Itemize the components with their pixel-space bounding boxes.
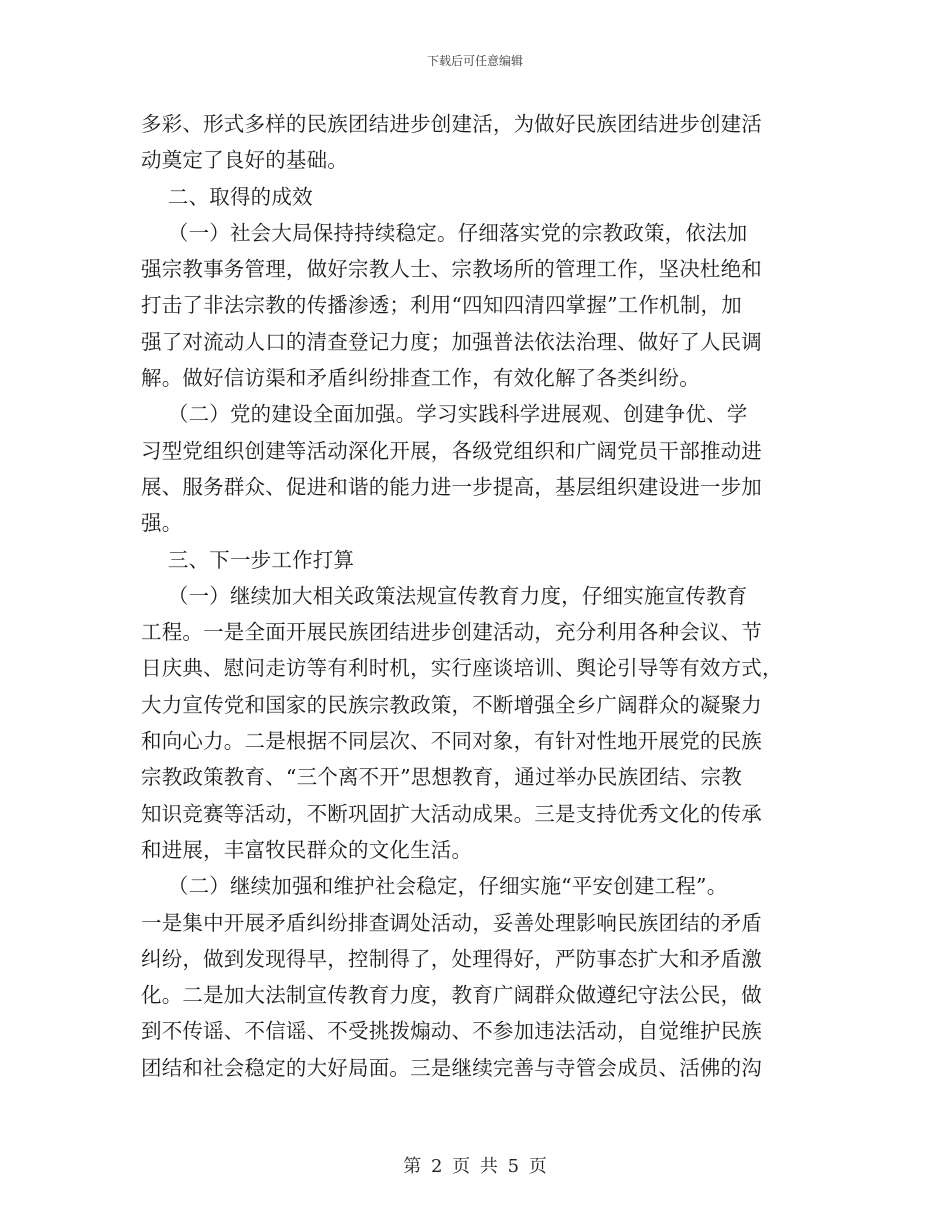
text-line: 知识竞赛等活动，不断巩固扩大活动成果。三是支持优秀文化的传承 [141, 801, 762, 826]
text-line: 打击了非法宗教的传播渗透；利用“四知四清四掌握”工作机制，加 [141, 293, 742, 318]
text-line: 到不传谣、不信谣、不受挑拨煽动、不参加违法活动，自觉维护民族 [141, 1019, 762, 1044]
text-line: 日庆典、慰问走访等有利时机，实行座谈培训、舆论引导等有效方式， [141, 656, 783, 681]
text-line: （二）继续加强和维护社会稳定，仔细实施“平安创建工程”。 [141, 874, 728, 899]
text-line: 解。做好信访渠和矛盾纠纷排查工作，有效化解了各类纠纷。 [141, 366, 700, 391]
text-line: 化。二是加大法制宣传教育力度，教育广阔群众做遵纪守法公民，做 [141, 983, 762, 1008]
text-line: 和向心力。二是根据不同层次、不同对象，有针对性地开展党的民族 [141, 729, 762, 754]
text-line: 习型党组织创建等活动深化开展，各级党组织和广阔党员干部推动进 [141, 438, 762, 463]
text-line: 多彩、形式多样的民族团结进步创建活，为做好民族团结进步创建活 [141, 112, 762, 136]
text-line: 二、取得的成效 [141, 184, 313, 209]
text-line: 工程。一是全面开展民族团结进步创建活动，充分利用各种会议、节 [141, 620, 762, 645]
text-line: 三、下一步工作打算 [141, 547, 355, 572]
page-header: 下载后可任意编辑 [426, 54, 523, 68]
text-line: 宗教政策教育、“三个离不开”思想教育，通过举办民族团结、宗教 [141, 765, 742, 790]
text-line: 展、服务群众、促进和谐的能力进一步提高，基层组织建设进一步加 [141, 474, 762, 499]
text-line: （二）党的建设全面加强。学习实践科学进展观、创建争优、学 [141, 402, 748, 427]
text-line: （一）继续加大相关政策法规宣传教育力度，仔细实施宣传教育 [141, 583, 748, 608]
text-line: 强。 [141, 511, 183, 536]
page-footer: 第 2 页 共 5 页 [403, 1156, 547, 1177]
text-line: 强了对流动人口的清查登记力度；加强普法依法治理、做好了人民调 [141, 329, 762, 354]
text-line: 大力宣传党和国家的民族宗教政策，不断增强全乡广阔群众的凝聚力 [141, 692, 762, 717]
text-line: 团结和社会稳定的大好局面。三是继续完善与寺管会成员、活佛的沟 [141, 1055, 762, 1080]
text-line: 纠纷，做到发现得早，控制得了，处理得好，严防事态扩大和矛盾激 [141, 946, 762, 971]
text-line: 强宗教事务管理，做好宗教人士、宗教场所的管理工作，坚决杜绝和 [141, 257, 762, 282]
text-line: 和进展，丰富牧民群众的文化生活。 [141, 837, 473, 862]
text-line: （一）社会大局保持持续稳定。仔细落实党的宗教政策，依法加 [141, 220, 748, 245]
text-line: 动奠定了良好的基础。 [141, 148, 348, 173]
text-line: 一是集中开展矛盾纠纷排查调处活动，妥善处理影响民族团结的矛盾 [141, 910, 762, 935]
document-body [141, 106, 811, 1086]
